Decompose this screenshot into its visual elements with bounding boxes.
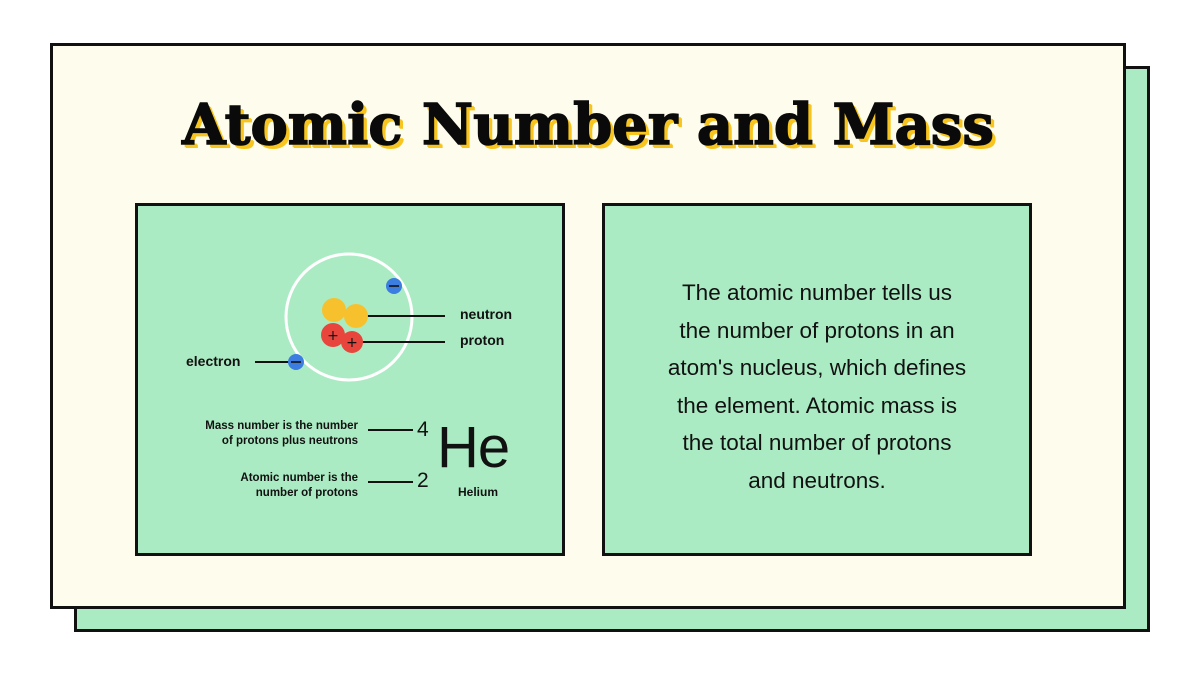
neutron-label: neutron [460,306,513,322]
neutron-icon [344,304,368,328]
atomic-number-value: 2 [417,469,429,492]
description-line: the element. Atomic mass is [676,392,958,418]
proton-plus-sign: + [346,335,358,351]
element-name: Helium [458,485,499,499]
mass-caption-line: Mass number is the number [205,420,358,432]
element-symbol: He [437,415,510,480]
description-text [645,274,989,500]
neutron-icon [322,298,346,322]
mass-number-caption [158,419,358,449]
mass-number-value: 4 [417,418,429,441]
slide-title: Atomic Number and Mass [182,92,994,158]
description-line: the total number of protons [682,430,952,456]
description-line: The atomic number tells us [681,280,953,305]
description-panel [602,203,1032,556]
atomic-number-caption [158,471,358,501]
description-line: and neutrons. [748,467,886,493]
proton-plus-sign: + [327,328,339,344]
description-line: the number of protons in an [679,317,955,343]
atomic-caption-line: Atomic number is the [240,472,358,484]
description-line: atom's nucleus, which defines [667,355,967,381]
atom-diagram-panel [135,203,565,556]
proton-label: proton [460,332,505,348]
electron-label: electron [186,353,241,369]
mass-caption-line: of protons plus neutrons [221,435,358,447]
atomic-caption-line: number of protons [255,487,358,499]
